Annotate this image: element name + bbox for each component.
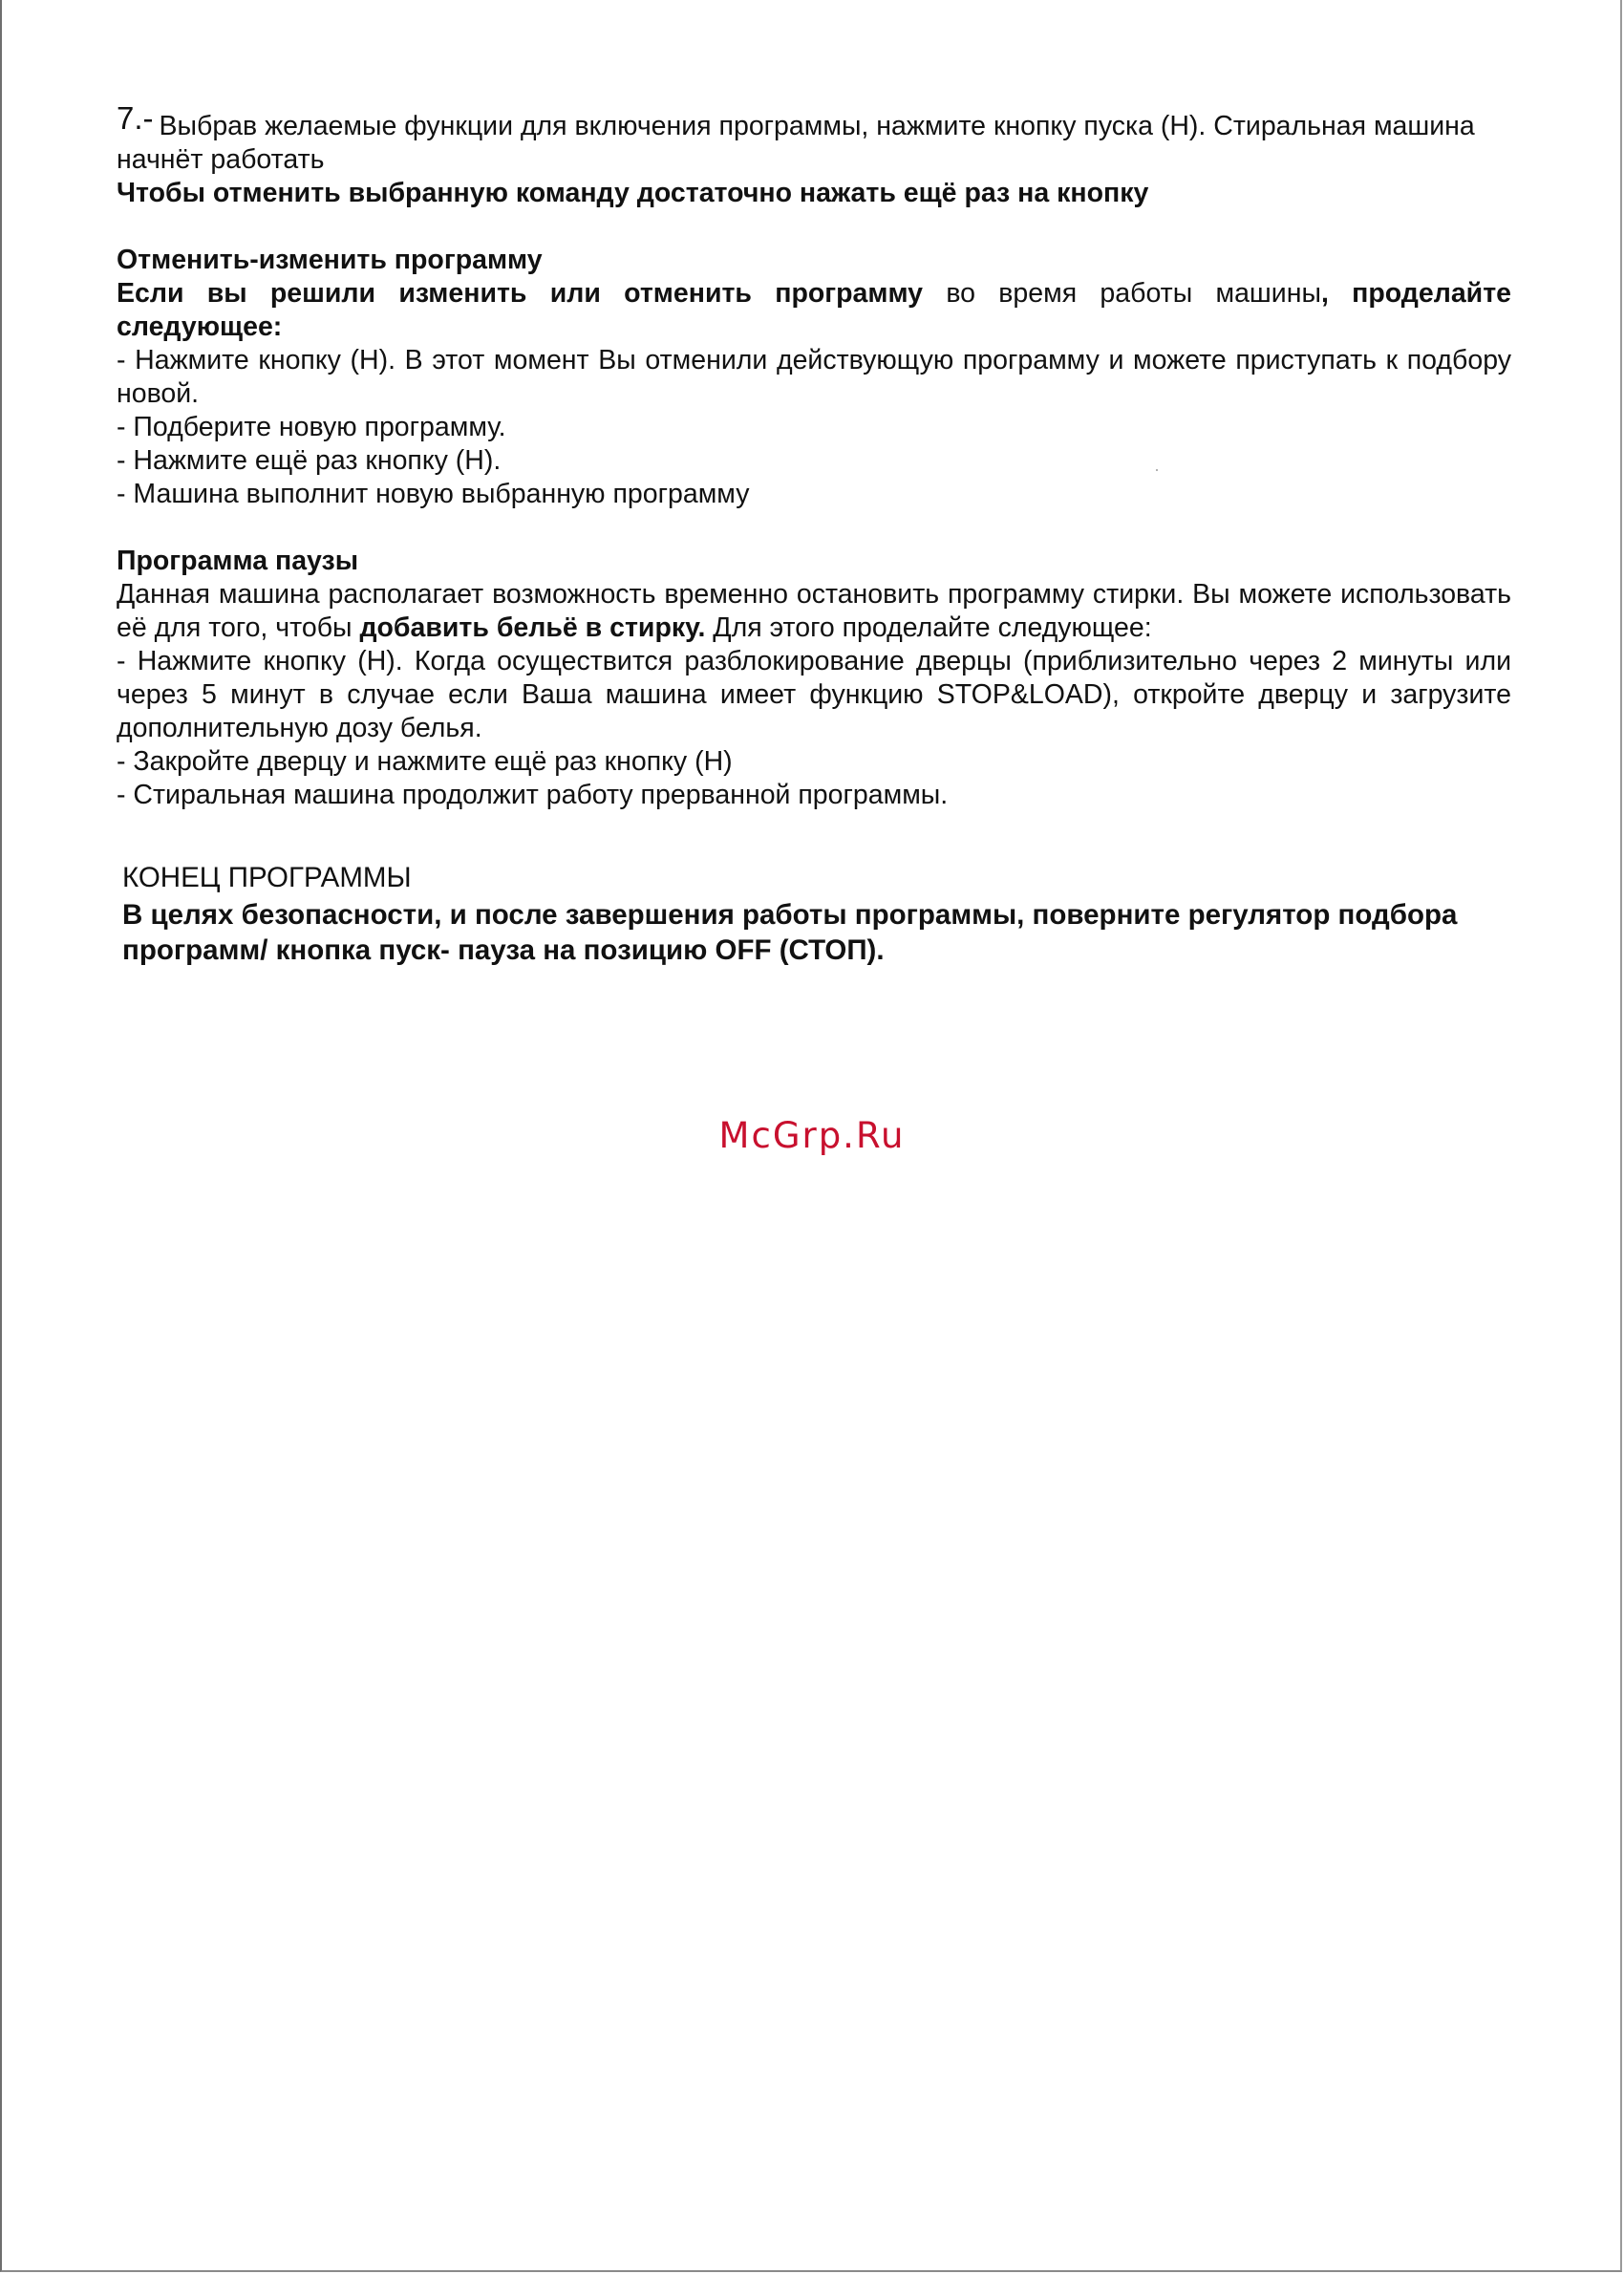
step-7-text: Выбрав желаемые функции для включения программы, нажмите кнопку пуска (H). Стиральная машина начнёт работать (117, 111, 1475, 175)
pause-list-item: - Закройте дверцу и нажмите ещё раз кнопку (H) (117, 746, 733, 777)
pause-section-intro (117, 578, 1511, 645)
spacer (117, 210, 1511, 244)
end-section (122, 860, 1536, 968)
cancel-list-item: - Подберите новую программу. (117, 412, 506, 442)
step-7-note: Чтобы отменить выбранную команду достаточно нажать ещё раз на кнопку (117, 178, 1149, 208)
cancel-list-item: - Нажмите ещё раз кнопку (H). (117, 445, 502, 476)
spacer (117, 511, 1511, 545)
pause-section-heading: Программа паузы (117, 546, 359, 576)
cancel-intro-normal: во время работы машины (923, 278, 1321, 309)
pause-list-item: - Нажмите кнопку (H). Когда осуществится разблокирование дверцы (приблизительно через 2 минуты или через 5 минут в случае если Ваша машина имеет функцию STOP&LOAD), откройте дверцу и загрузите дополнительную дозу белья. (117, 646, 1511, 743)
cancel-list-item: - Нажмите кнопку (H). В этот момент Вы отменили действующую программу и можете приступать к подбору новой. (117, 345, 1511, 409)
pause-list-item: - Стиральная машина продолжит работу прерванной программы. (117, 780, 949, 810)
pause-intro-part2: Для этого проделайте следующее: (705, 612, 1152, 643)
cancel-intro-bold-2: , проделайте следующее: (117, 278, 1512, 342)
scan-speck (1156, 469, 1158, 471)
end-section-heading: КОНЕЦ ПРОГРАММЫ (122, 862, 412, 893)
step-7-paragraph (117, 100, 1511, 177)
cancel-list-item: - Машина выполнит новую выбранную программу (117, 479, 750, 509)
cancel-intro-bold-1: Если вы решили изменить или отменить программу (117, 278, 924, 309)
cancel-section-heading: Отменить-изменить программу (117, 245, 543, 275)
end-section-text: В целях безопасности, и после завершения работы программы, поверните регулятор подбора программ/ кнопка пуск- пауза на позицию OFF (СТОП). (122, 899, 1458, 966)
cancel-section-intro (117, 277, 1511, 344)
step-number: 7.- (117, 100, 154, 136)
watermark: McGrp.Ru (718, 1115, 906, 1156)
document-body (117, 100, 1512, 812)
pause-intro-part1: Данная машина располагает возможность временно остановить программу стирки. Вы можете использовать её для того, чтобы (117, 579, 1511, 643)
pause-intro-bold: добавить бельё в стирку. (359, 612, 706, 643)
